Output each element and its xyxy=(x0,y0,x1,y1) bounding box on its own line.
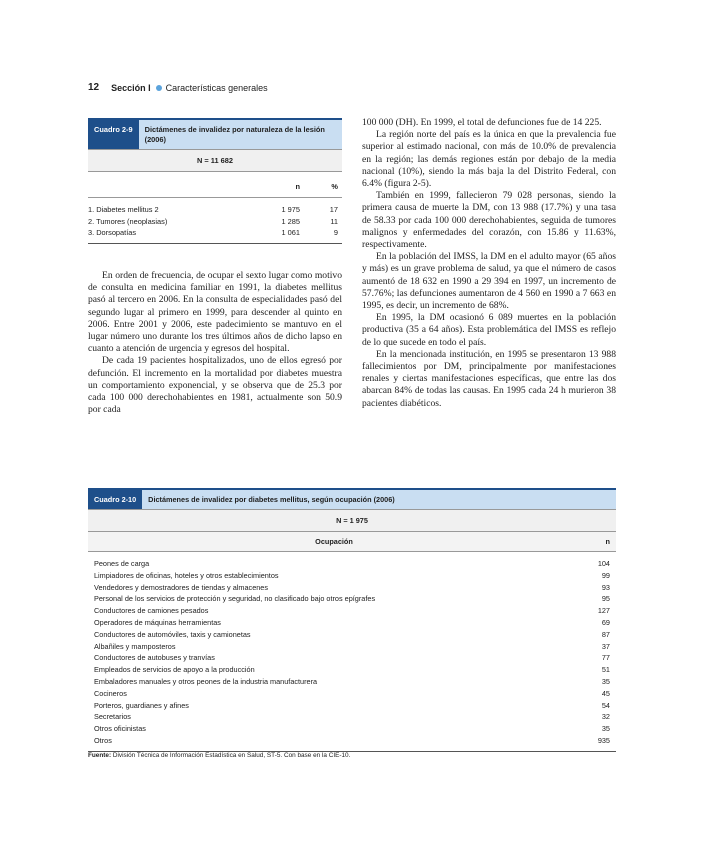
left-column-text xyxy=(88,270,342,416)
table-row xyxy=(88,216,342,228)
page-header xyxy=(88,82,268,93)
section-label: Sección I xyxy=(111,82,151,93)
col-n-header: n xyxy=(605,537,610,546)
row-label: Otros oficinistas xyxy=(94,724,146,734)
row-n: 87 xyxy=(601,629,610,639)
table-2-10 xyxy=(88,488,616,752)
row-n: 35 xyxy=(601,724,610,734)
source-label: Fuente: xyxy=(88,752,112,759)
row-label: Empleados de servicios de apoyo a la producción xyxy=(94,665,255,675)
row-label: Albañiles y mamposteros xyxy=(94,641,176,651)
table-row xyxy=(88,204,342,216)
row-n: 37 xyxy=(601,641,610,651)
row-label: Cocineros xyxy=(94,688,127,698)
paragraph: 100 000 (DH). En 1999, el total de defunciones fue de 14 225. xyxy=(362,117,602,128)
table-2-9 xyxy=(88,118,342,244)
table-body xyxy=(88,198,342,244)
row-n: 69 xyxy=(601,617,610,627)
table-row xyxy=(88,688,616,700)
row-n: 1 061 xyxy=(281,228,300,238)
table-row xyxy=(88,570,616,582)
row-label: 1. Diabetes mellitus 2 xyxy=(88,205,159,215)
paragraph: En la población del IMSS, la DM en el adulto mayor (65 años y más) es un grave problema de salud, ya que el número de casos aumentó de 18 632 en 1990 a 29 394 en 1997, un incremento de 57.76%; las defunciones aumentaron de 4 560 en 1990 a 7 663 en 1995, es decir, un incremento de 68%. xyxy=(362,251,616,312)
table-label: Cuadro 2-10 xyxy=(88,490,142,509)
paragraph: En orden de frecuencia, de ocupar el sexto lugar como motivo de consulta en medicina familiar en 1991, la diabetes mellitus pasó al tercero en 2006. En la consulta de especialidades pasó del segundo lugar al primero en 1999, para descender al quinto en 2006. Entre 2001 y 2006, este padecimiento se mantuvo en el lugar número uno durante los tres últimos años de dicho lapso en cuanto a atención de urgencia y egresos del hospital. xyxy=(88,270,342,355)
row-label: Conductores de camiones pesados xyxy=(94,606,209,616)
row-n: 95 xyxy=(601,594,610,604)
table-total: N = 1 975 xyxy=(88,509,616,532)
table-caption xyxy=(88,118,342,149)
table-row xyxy=(88,582,616,594)
row-n: 54 xyxy=(601,700,610,710)
table-total: N = 11 682 xyxy=(88,149,342,172)
table-header-row xyxy=(88,172,342,198)
row-label: Conductores de autobuses y tranvías xyxy=(94,653,215,663)
table-title: Dictámenes de invalidez por naturaleza de la lesión (2006) xyxy=(144,125,325,144)
row-label: Secretarios xyxy=(94,712,131,722)
source-text: División Técnica de Información Estadística en Salud, ST-5. Con base en la CIE-10. xyxy=(112,752,351,759)
table-body xyxy=(88,552,616,752)
row-n: 51 xyxy=(601,665,610,675)
row-label: Peones de carga xyxy=(94,559,150,568)
row-label: Operadores de máquinas herramientas xyxy=(94,617,221,627)
paragraph: De cada 19 pacientes hospitalizados, uno de ellos egresó por defunción. El incremento en la mortalidad por diabetes muestra un comportamiento exponencial, y se observa que de 25.3 por cada 100 000 derechohabientes en 1981, actualmente son 50.9 por cada xyxy=(88,355,342,416)
table-row xyxy=(88,227,342,239)
row-pct: 11 xyxy=(330,216,338,226)
page-number: 12 xyxy=(88,82,100,93)
row-label: Conductores de automóviles, taxis y camionetas xyxy=(94,629,251,639)
table-row xyxy=(88,664,616,676)
table-row xyxy=(88,676,616,688)
table-row xyxy=(88,711,616,723)
row-pct: 9 xyxy=(333,228,338,238)
table-source xyxy=(88,752,350,759)
row-label: 3. Dorsopatías xyxy=(88,228,137,238)
row-label: Limpiadores de oficinas, hoteles y otros establecimientos xyxy=(94,570,279,580)
table-label: Cuadro 2-9 xyxy=(88,120,139,149)
table-row xyxy=(88,617,616,629)
table-caption xyxy=(88,488,616,509)
table-row xyxy=(88,700,616,712)
table-row xyxy=(88,641,616,653)
row-label: Embaladores manuales y otros peones de la industria manufacturera xyxy=(94,676,318,686)
row-n: 93 xyxy=(601,582,610,592)
col-occupation-header: Ocupación xyxy=(315,537,353,546)
col-pct-header: % xyxy=(331,182,338,192)
row-n: 77 xyxy=(601,653,610,663)
row-n: 99 xyxy=(601,570,610,580)
row-n: 1 285 xyxy=(281,216,300,226)
bullet-dot-icon xyxy=(156,85,162,91)
col-n-header: n xyxy=(295,182,300,192)
paragraph: También en 1999, fallecieron 79 028 personas, siendo la primera causa de muerte la DM, con 13 988 (17.7%) y una tasa de 58.33 por cada 100 000 derechohabientes, seguida de tumores malignos y enfermedades del corazón, con 15.86 y 11.63%, respectivamente. xyxy=(362,190,616,251)
table-row xyxy=(88,605,616,617)
paragraph: En la mencionada institución, en 1995 se presentaron 13 988 fallecimientos por DM, principalmente por manifestaciones renales y ciertas manifestaciones específicas, que entre las dos abarcan 84% de todas las causas. En 1995 cada 24 h murieron 38 pacientes diabéticos. xyxy=(362,348,616,409)
table-header-row xyxy=(88,532,616,552)
row-label: Personal de los servicios de protección y seguridad, no clasificado bajo otros epígrafes xyxy=(94,594,376,604)
table-row xyxy=(88,558,616,570)
row-n: 104 xyxy=(597,559,610,568)
row-n: 45 xyxy=(601,688,610,698)
paragraph: En 1995, la DM ocasionó 6 089 muertes en la población productiva (35 a 64 años). Esta problemática del IMSS es reflejo de lo que sucede en todo el país. xyxy=(362,312,616,348)
right-column-text xyxy=(362,117,616,410)
paragraph: La región norte del país es la única en que la prevalencia fue superior al estimado nacional, con más de 10.0% de prevalencia en la región; las demás regiones están por debajo de la media nacional (10%), siendo la más baja la del Distrito Federal, con 6.4% (figura 2-5). xyxy=(362,129,616,190)
chapter-title: Características generales xyxy=(165,82,268,93)
row-label: Vendedores y demostradores de tiendas y almacenes xyxy=(94,582,269,592)
row-label: Otros xyxy=(94,735,112,745)
row-n: 1 975 xyxy=(281,205,300,215)
row-pct: 17 xyxy=(329,205,338,215)
table-title: Dictámenes de invalidez por diabetes mellitus, según ocupación (2006) xyxy=(148,495,395,504)
table-row xyxy=(88,723,616,735)
table-row xyxy=(88,735,616,747)
table-row xyxy=(88,652,616,664)
row-label: 2. Tumores (neoplasias) xyxy=(88,216,168,226)
row-label: Porteros, guardianes y afines xyxy=(94,700,189,710)
row-n: 935 xyxy=(597,735,610,745)
table-row xyxy=(88,629,616,641)
row-n: 127 xyxy=(597,606,610,616)
table-row xyxy=(88,593,616,605)
row-n: 32 xyxy=(601,712,610,722)
row-n: 35 xyxy=(601,676,610,686)
